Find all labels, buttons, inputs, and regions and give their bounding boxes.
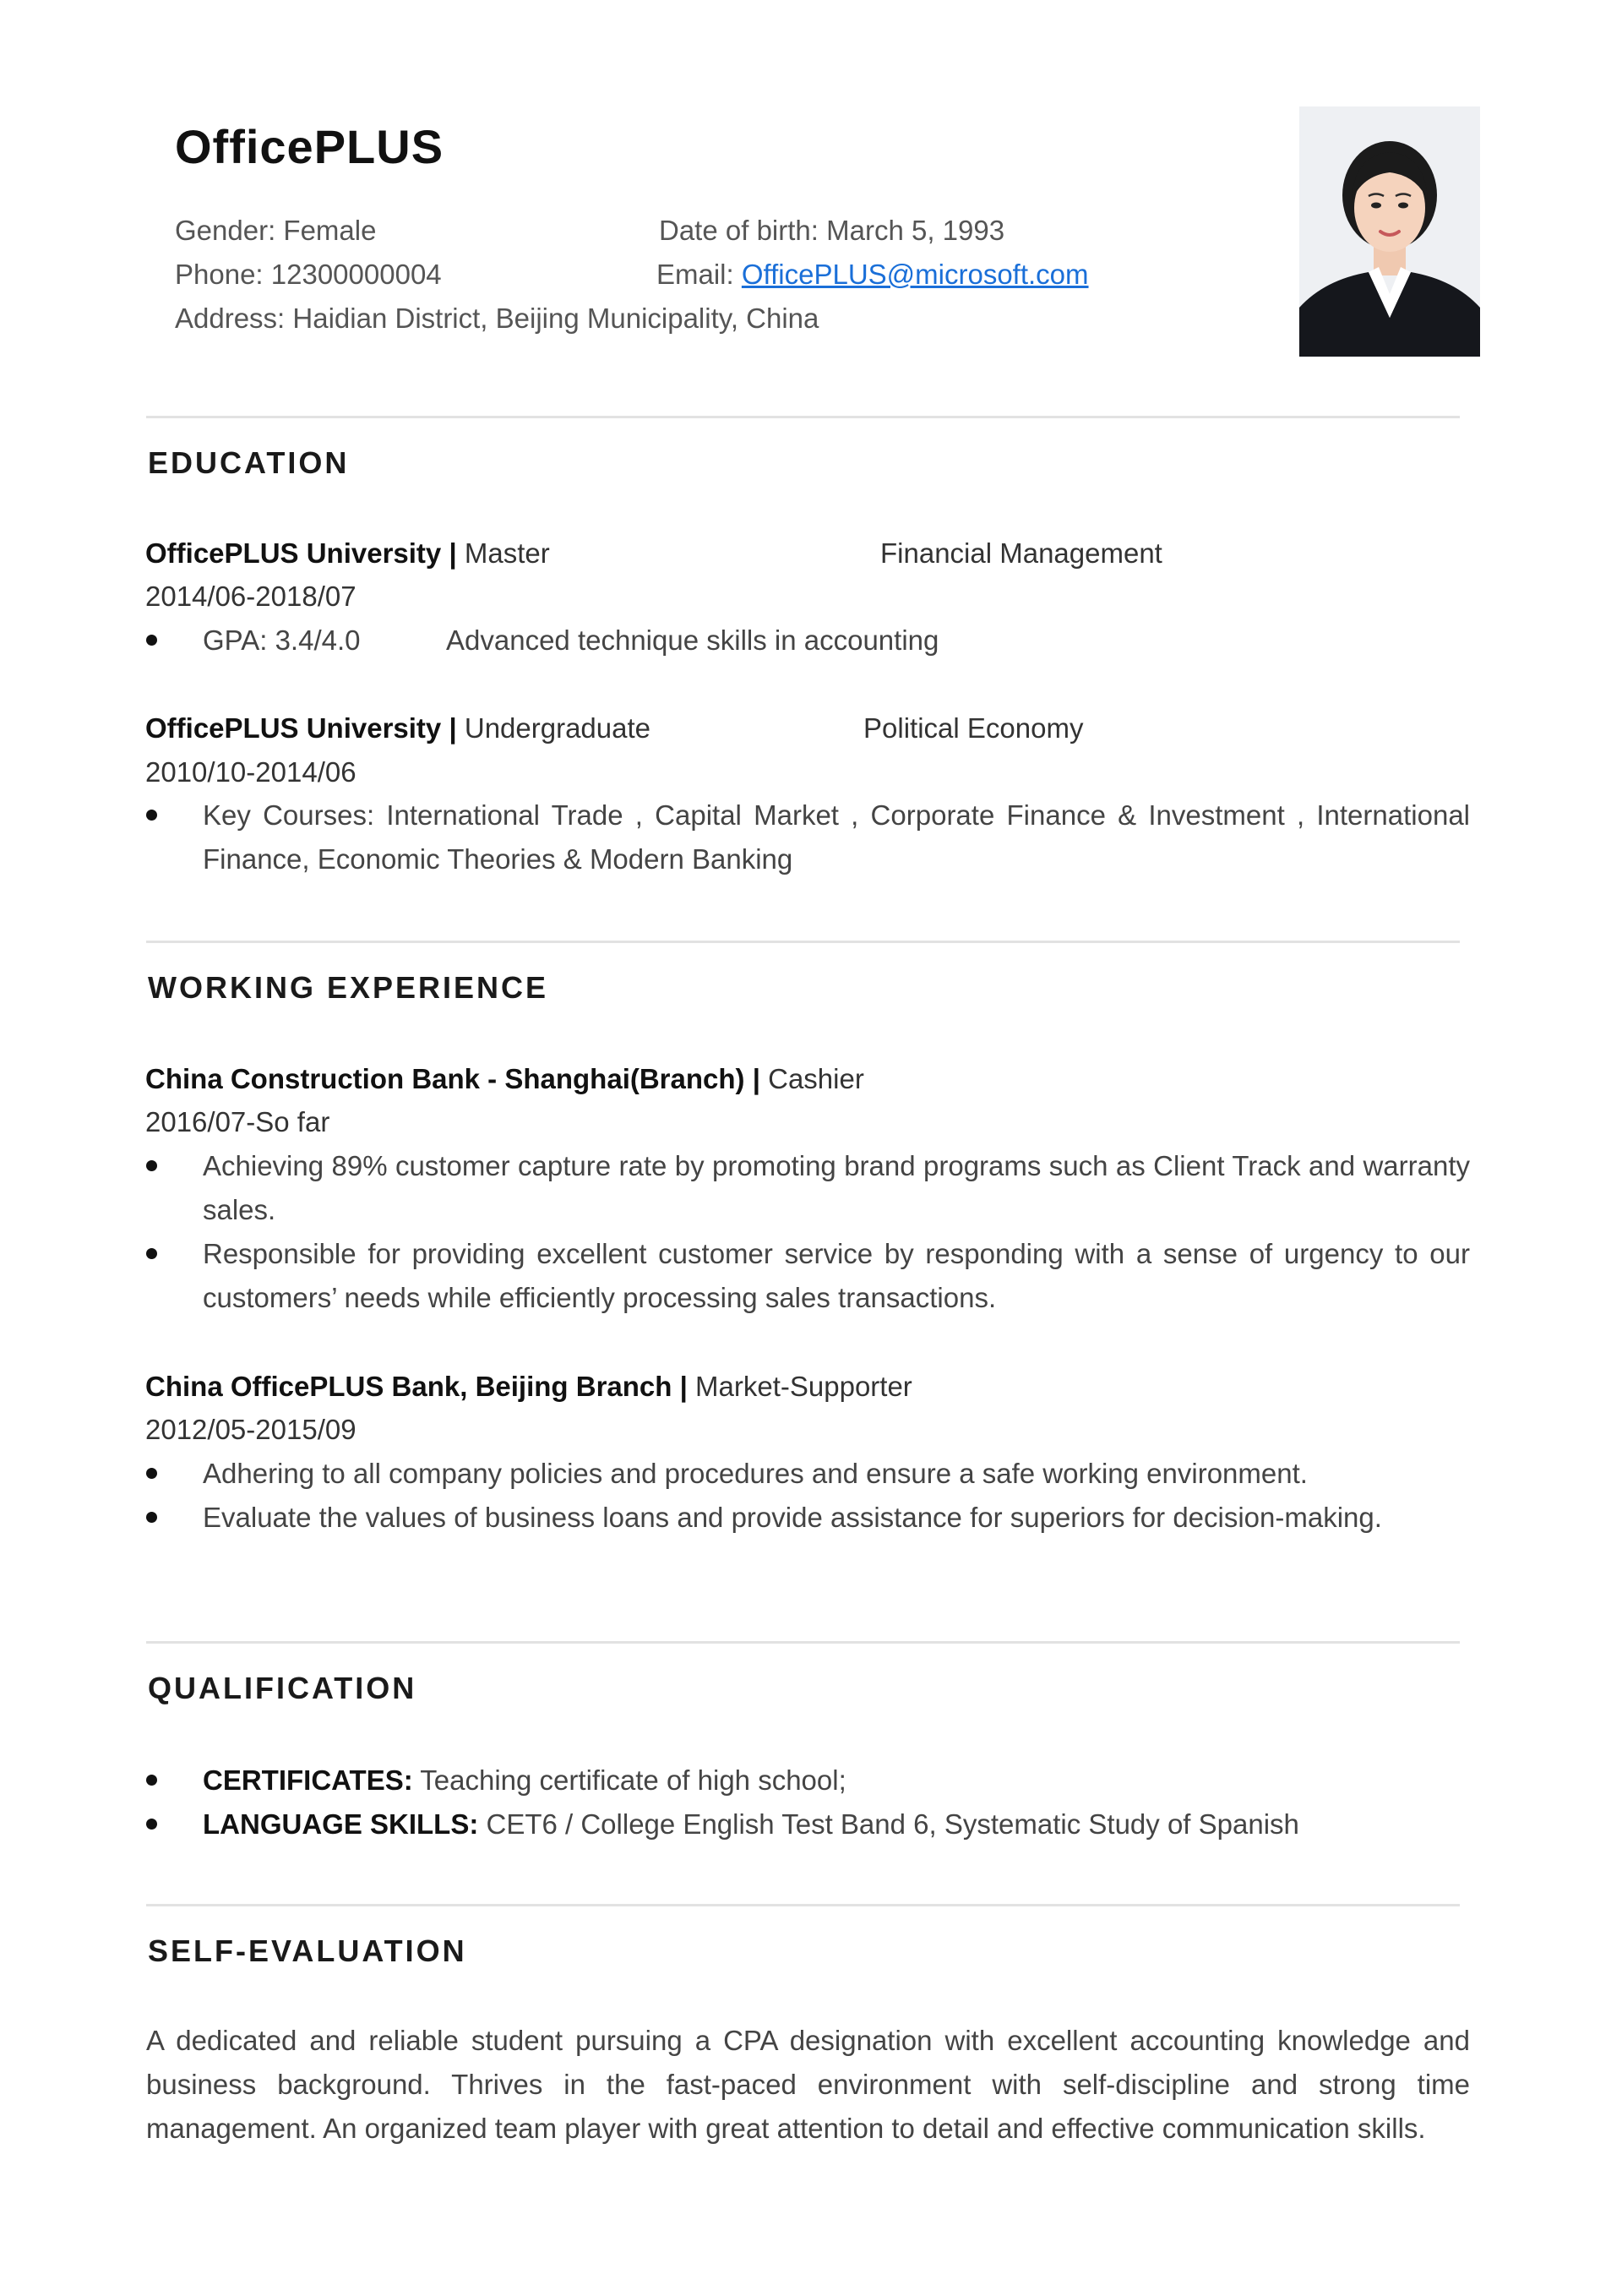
gender-line — [175, 212, 376, 249]
separator: | — [441, 712, 465, 744]
gender-value: Female — [283, 215, 377, 246]
experience-bullet: Responsible for providing excellent customer service by responding with a sense of urgency to our customers’ needs while efficiently processing sales transactions. — [203, 1238, 1470, 1313]
profile-photo — [1299, 106, 1480, 357]
education-dates: 2010/10-2014/06 — [145, 756, 357, 788]
education-entry-2-header — [145, 706, 650, 750]
resume-name: OfficePLUS — [175, 120, 444, 173]
section-divider — [146, 1904, 1460, 1906]
degree: Undergraduate — [464, 712, 651, 744]
email-label: Email: — [656, 259, 734, 290]
education-dates: 2014/06-2018/07 — [145, 581, 357, 612]
major: Political Economy — [863, 712, 1084, 744]
school-name: OfficePLUS University — [145, 712, 442, 744]
phone-line — [175, 256, 442, 293]
job-role: Market-Supporter — [695, 1371, 912, 1402]
certificates-label: CERTIFICATES: — [203, 1764, 413, 1796]
section-divider — [146, 416, 1460, 418]
experience-bullet: Achieving 89% customer capture rate by promoting brand programs such as Client Track and warranty sales. — [203, 1150, 1470, 1225]
phone-value: 12300000004 — [270, 259, 442, 290]
school-name: OfficePLUS University — [145, 537, 442, 569]
certificates-line — [203, 1759, 846, 1802]
experience-dates: 2016/07-So far — [145, 1106, 330, 1137]
experience-bullet: Adhering to all company policies and procedures and ensure a safe working environment. — [203, 1458, 1308, 1489]
bullet-icon — [146, 1468, 157, 1479]
company-name: China OfficePLUS Bank, Beijing Branch — [145, 1371, 672, 1402]
bullet-icon — [146, 635, 157, 646]
self-evaluation-title: SELF-EVALUATION — [148, 1933, 467, 1968]
self-evaluation-text: A dedicated and reliable student pursuing a CPA designation with excellent accounting knowledge and business background. Thrives in the fast-paced environment with self-discipline and strong time management. An organized team player with great attention to detail and effective communication skills. — [146, 2025, 1470, 2144]
address-value: Haidian District, Beijing Municipality, China — [292, 303, 819, 334]
education-entry-1-header — [145, 532, 550, 575]
company-branch: Shanghai(Branch) — [504, 1063, 745, 1094]
bullet-icon — [146, 810, 157, 821]
dob-label: Date of birth: — [659, 215, 819, 246]
section-divider — [146, 1641, 1460, 1644]
email-link[interactable]: OfficePLUS@microsoft.com — [741, 259, 1089, 290]
separator: | — [441, 537, 465, 569]
language-label: LANGUAGE SKILLS: — [203, 1808, 479, 1840]
company-name: China Construction Bank - — [145, 1063, 505, 1094]
bullet-icon — [146, 1819, 157, 1830]
job-role: Cashier — [768, 1063, 864, 1094]
key-courses-text: Key Courses: International Trade , Capital Market , Corporate Finance & Investment , International Finance, Economic Theories & Modern Banking — [203, 799, 1470, 875]
email-line — [656, 256, 1089, 293]
education-bullet-text: Advanced technique skills in accounting — [446, 624, 939, 656]
language-line — [203, 1802, 1299, 1846]
gpa-text: GPA: 3.4/4.0 — [203, 624, 361, 656]
section-divider — [146, 941, 1460, 943]
bullet-icon — [146, 1512, 157, 1523]
experience-entry-1-header — [145, 1057, 864, 1101]
separator: | — [672, 1371, 696, 1402]
bullet-icon — [146, 1775, 157, 1786]
dob-value: March 5, 1993 — [826, 215, 1005, 246]
address-line — [175, 300, 819, 337]
dob-line — [659, 212, 1004, 249]
separator: | — [744, 1063, 769, 1094]
address-label: Address: — [175, 303, 286, 334]
experience-bullet: Evaluate the values of business loans and provide assistance for superiors for decision-making. — [203, 1502, 1382, 1533]
education-title: EDUCATION — [148, 445, 350, 480]
experience-dates: 2012/05-2015/09 — [145, 1414, 357, 1445]
phone-label: Phone: — [175, 259, 264, 290]
bullet-icon — [146, 1248, 157, 1259]
qualification-title: QUALIFICATION — [148, 1671, 417, 1705]
degree: Master — [464, 537, 550, 569]
major: Financial Management — [880, 537, 1162, 569]
portrait-image — [1299, 106, 1480, 357]
certificates-text: Teaching certificate of high school; — [412, 1764, 846, 1796]
language-text: CET6 / College English Test Band 6, Systematic Study of Spanish — [478, 1808, 1299, 1840]
bullet-icon — [146, 1160, 157, 1171]
experience-entry-2-header — [145, 1365, 912, 1409]
experience-title: WORKING EXPERIENCE — [148, 970, 549, 1005]
gender-label: Gender: — [175, 215, 276, 246]
